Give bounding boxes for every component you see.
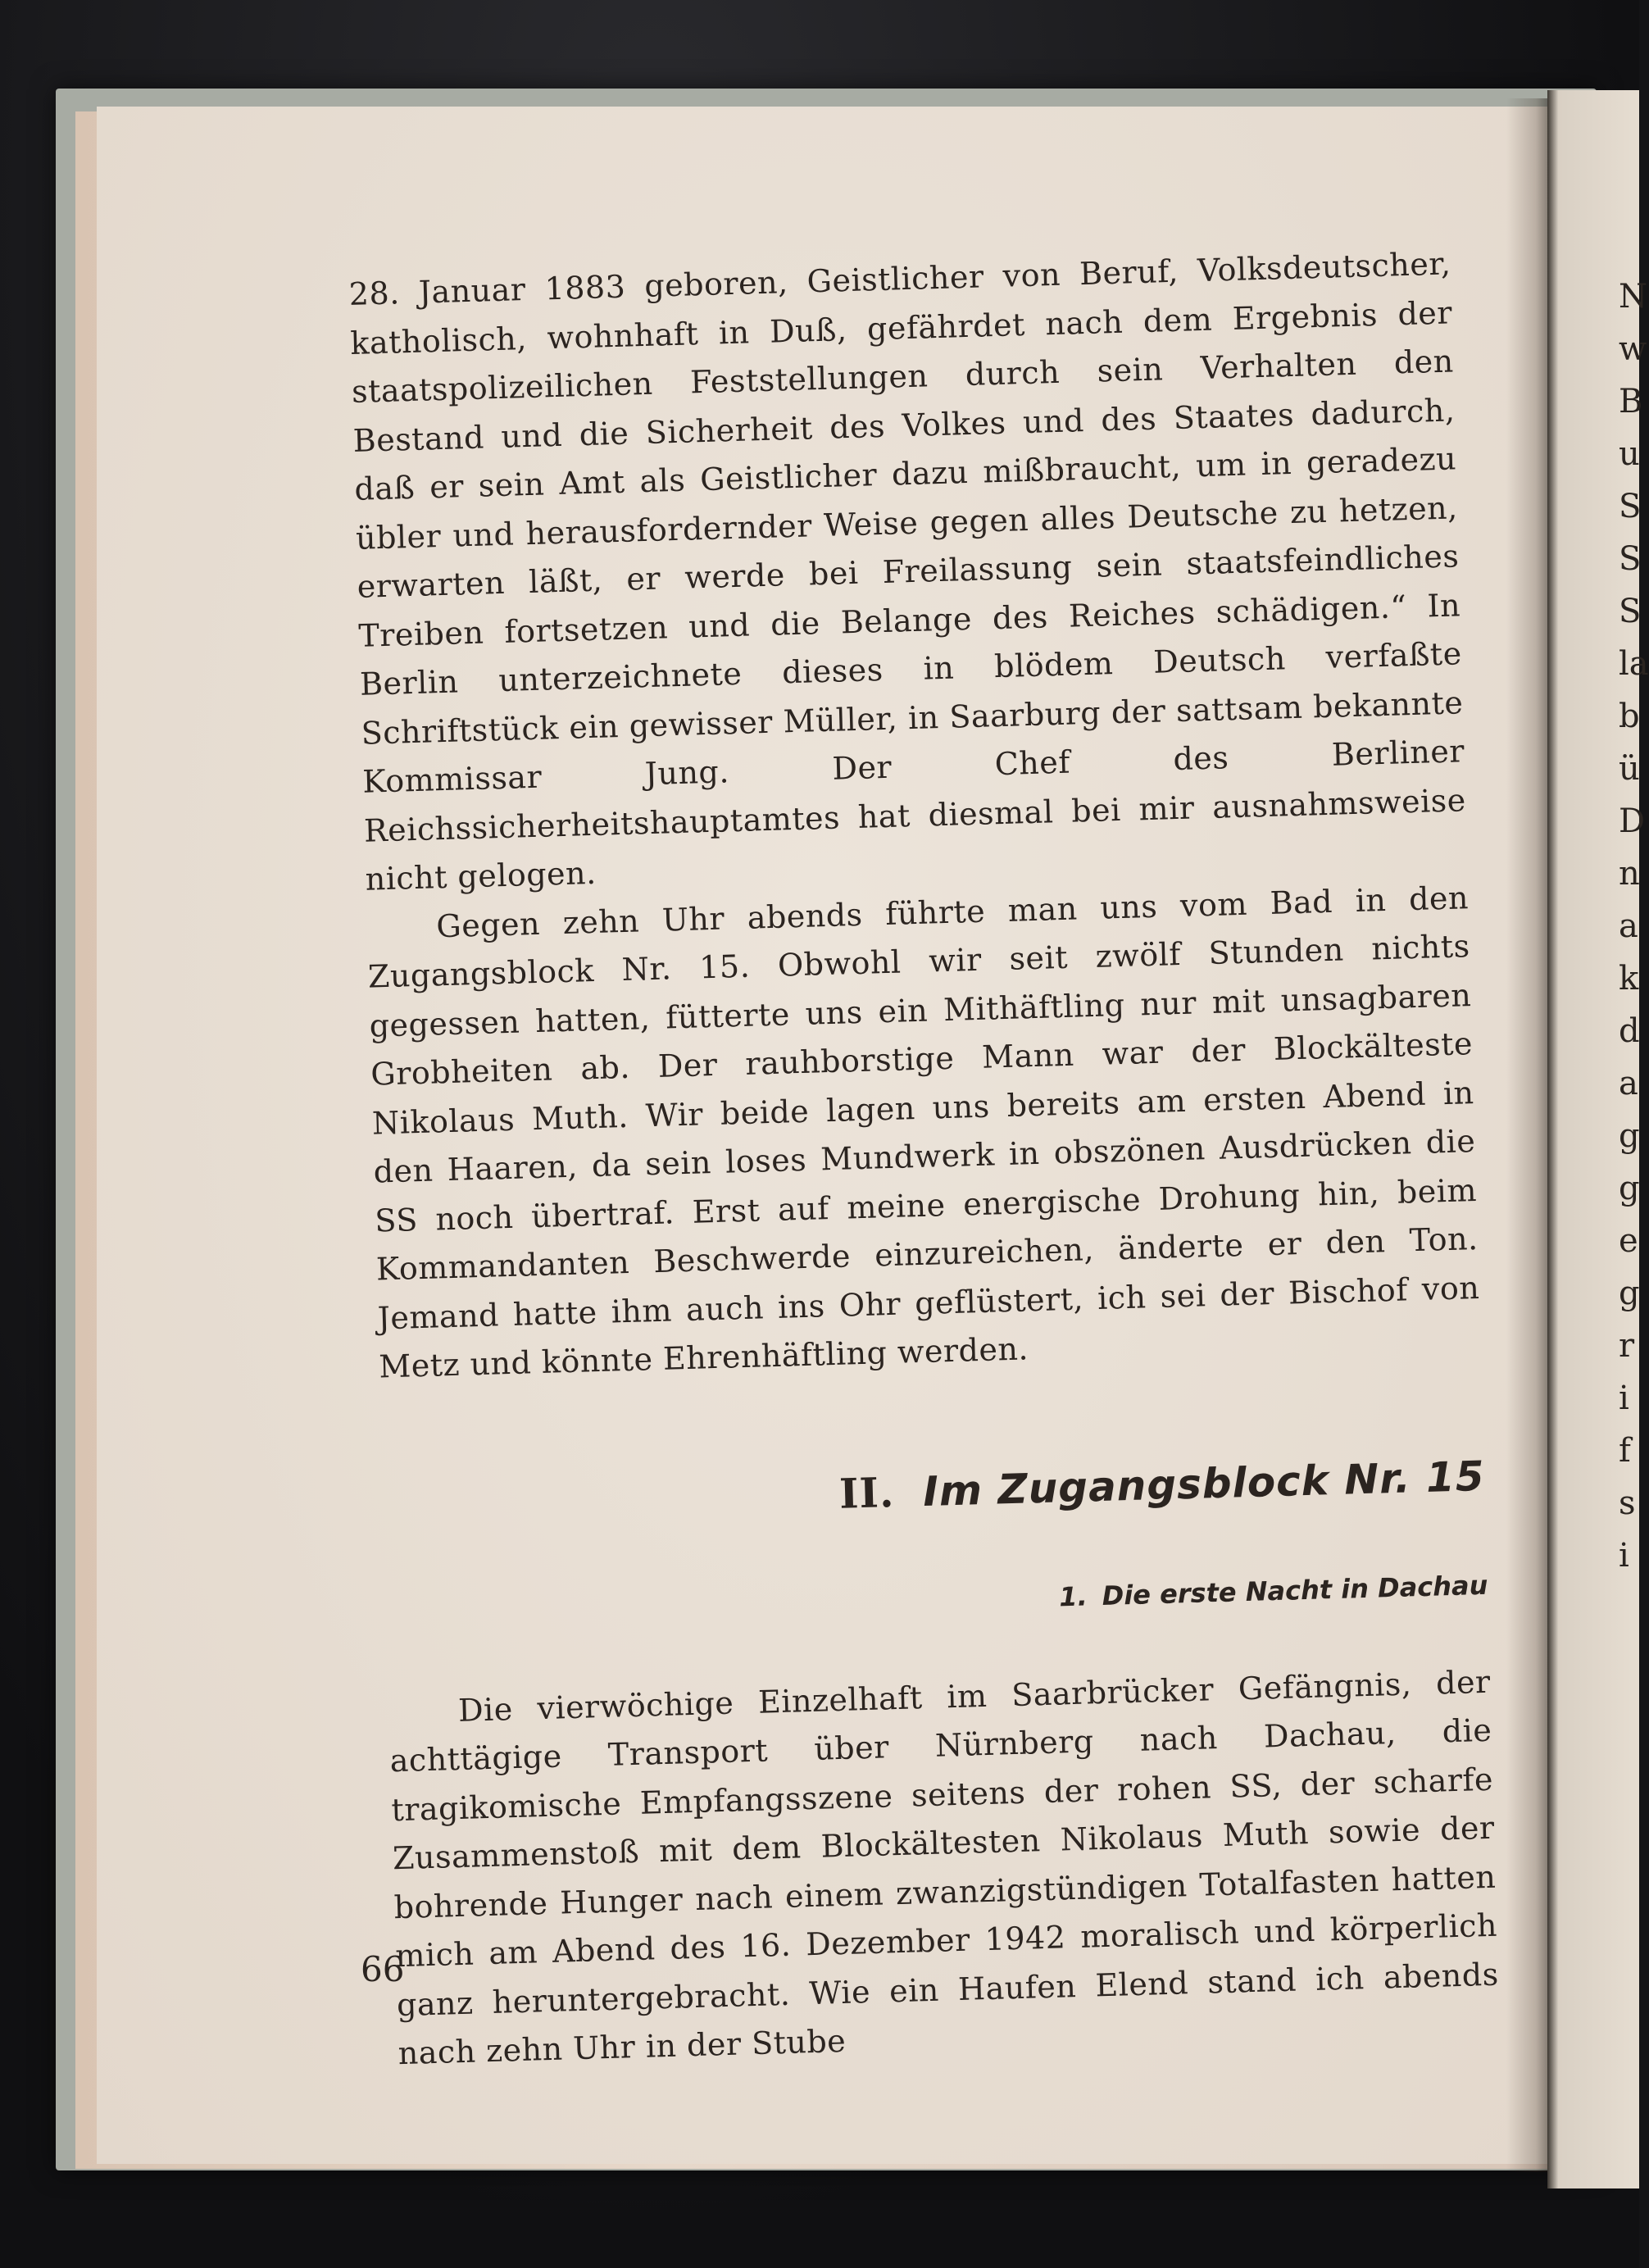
next-page-letter: D [1619, 802, 1646, 840]
next-page-letter: r [1619, 1327, 1635, 1365]
next-page-letter: u [1619, 435, 1640, 473]
next-page-letter: g [1619, 1170, 1640, 1207]
paragraph-continuation: 28. Januar 1883 geboren, Geistlicher von Beruf, Volksdeutscher, katholisch, wohnhaft in Duß, gefährdet nach dem Ergebnis der staatspolizeilichen Feststellungen durch sein Verhalten den Bestand und die Sicherheit des Volkes und des Staates dadurch, daß er sein Amt als Geistlicher dazu mißbraucht, um in geradezu übler und herausfordernder Weise gegen alles Deutsche zu hetzen, erwarten läßt, er werde bei Freilassung sein staatsfeindliches Treiben fortsetzen und die Belange des Reiches schädigen.“ In Berlin unterzeichnete dieses in blödem Deutsch verfaßte Schriftstück ein gewisser Müller, in Saarburg der sattsam bekannte Kommissar Jung. Der Chef des Berliner Reichssicherheitshauptamtes hat diesmal bei mir ausnahmsweise nicht gelogen. [348, 245, 1467, 898]
next-page-letter: g [1619, 1275, 1640, 1312]
next-page-letter: S [1619, 593, 1642, 630]
next-page-letter: N [1619, 278, 1647, 316]
next-page-letter: n [1619, 855, 1640, 893]
next-page-letter: S [1619, 488, 1642, 525]
next-page-letter: i [1619, 1379, 1629, 1417]
chapter-number: II. [838, 1467, 896, 1518]
section-number: 1. [1058, 1579, 1088, 1612]
paragraph-first-night: Die vierwöchige Einzelhaft im Saarbrücker Gefängnis, der achttägige Transport über Nürnberg nach Dachau, die tragikomische Empfangsszene seitens der rohen SS, der scharfe Zusammenstoß mit dem Blockältesten Nikolaus Muth sowie der bohrende Hunger nach einem zwanzigstündigen Totalfasten hatten mich am Abend des 16. Dezember 1942 moralisch und körperlich ganz heruntergebracht. Wie ein Haufen Elend stand ich abends nach zehn Uhr in der Stube [389, 1663, 1500, 2072]
next-page-letter: g [1619, 1117, 1640, 1155]
next-page-letter: ü [1619, 750, 1640, 788]
next-page-letter: B [1619, 383, 1643, 420]
next-page-letter: S [1619, 540, 1642, 578]
section-heading [385, 1569, 1488, 1631]
next-page-letter: f [1619, 1432, 1631, 1470]
next-page-letter: d [1619, 1012, 1640, 1050]
next-page-letter: a [1619, 907, 1638, 945]
next-page-letter: w [1619, 330, 1647, 368]
paragraph-zugangsblock: Gegen zehn Uhr abends führte man uns vom Bad in den Zugangsblock Nr. 15. Obwohl wir seit zwölf Stunden nichts gegessen hatten, fütterte uns ein Mithäftling nur mit unsagbaren Grobheiten ab. Der rauhborstige Mann war der Blockälteste Nikolaus Muth. Wir beide lagen uns bereits am ersten Abend in den Haaren, da sein loses Mundwerk in obszönen Ausdrücken die SS noch übertraf. Erst auf meine energische Drohung hin, beim Kommandanten Beschwerde einzureichen, änderte er den Ton. Jemand hatte ihm auch ins Ohr geflüstert, ich sei der Bischof von Metz und könnte Ehrenhäftling werden. [367, 879, 1480, 1385]
next-page-letter: s [1619, 1484, 1636, 1522]
page-number: 66 [361, 1949, 405, 1989]
next-page-letter: i [1619, 1537, 1629, 1575]
next-page-letter: a [1619, 1065, 1638, 1102]
page-text-block [348, 239, 1501, 2078]
next-page-letter: la [1619, 645, 1649, 683]
next-page-letter: e [1619, 1222, 1638, 1260]
next-page-text [1619, 270, 1649, 1582]
chapter-title: Im Zugangsblock Nr. 15 [922, 1452, 1486, 1516]
section-title: Die erste Nacht in Dachau [1102, 1569, 1488, 1611]
chapter-heading [382, 1451, 1485, 1530]
next-page-letter: b [1619, 698, 1640, 735]
next-page-letter: k [1619, 960, 1639, 998]
